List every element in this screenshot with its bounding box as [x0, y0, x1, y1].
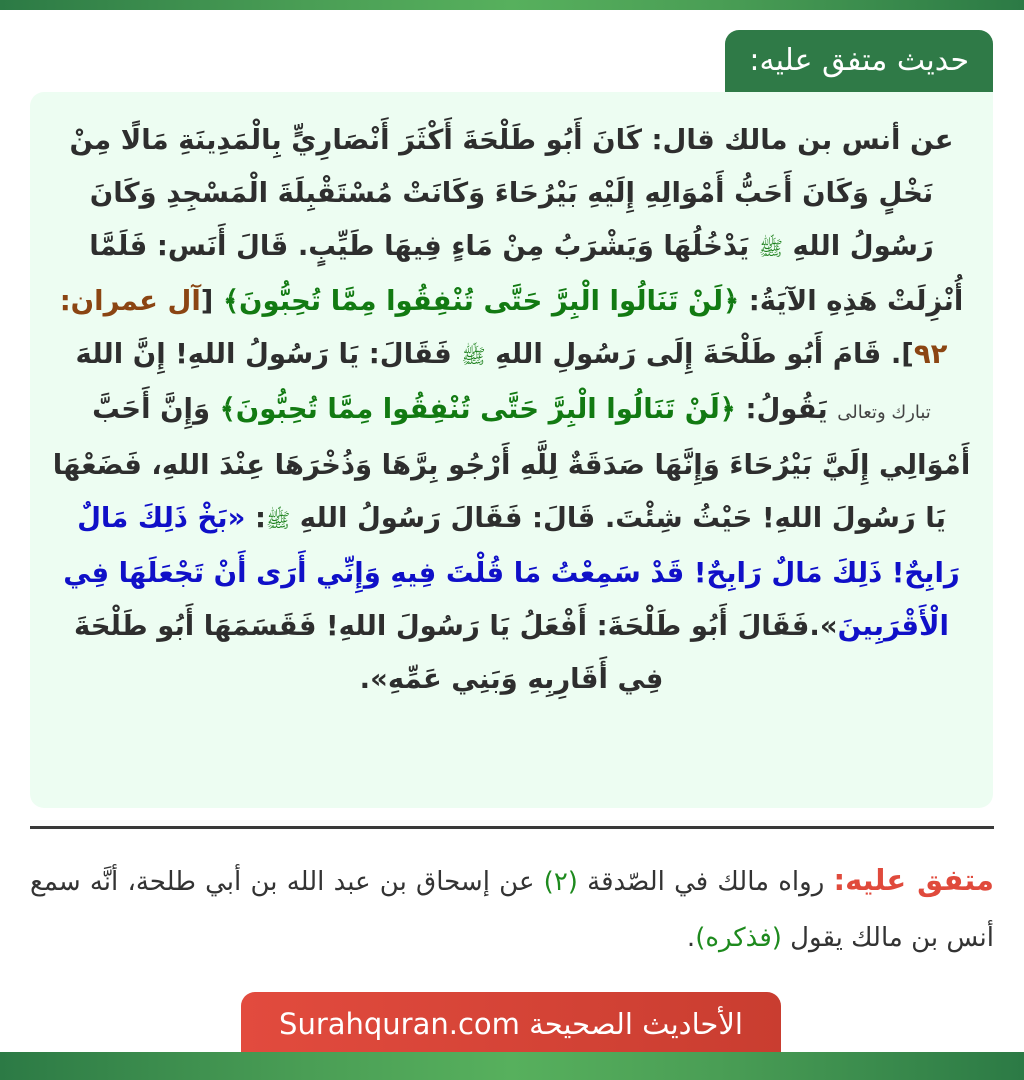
quran-verse: ﴿لَنْ تَنَالُوا الْبِرَّ حَتَّى تُنْفِقُوا مِمَّا تُحِبُّونَ﴾ — [219, 393, 736, 425]
hadith-narration-text: فَقَالَ: يَا رَسُولُ اللهِ! إِنَّ اللهَ — [75, 338, 462, 370]
salawat-honorific-icon: ﷺ — [461, 344, 486, 368]
source-part1: رواه مالك في الصّدقة — [577, 867, 834, 897]
verse-reference: آل عمران: ٩٢ — [59, 285, 948, 370]
site-badge[interactable]: الأحاديث الصحيحة Surahquran.com — [241, 992, 781, 1052]
source-tail: (فذكره) — [695, 923, 782, 953]
hadith-narration-text: [ — [200, 285, 223, 317]
salawat-honorific-icon: ﷺ — [758, 236, 783, 260]
divider — [30, 826, 994, 829]
source-footnote-number: (٢) — [543, 867, 578, 897]
salawat-honorific-icon: ﷺ — [265, 508, 291, 532]
hadith-narration-text: يَدْخُلُهَا وَيَشْرَبُ مِنْ مَاءٍ فِيهَا طَيِّبٍ. قَالَ أَنَس: فَلَمَّا أُنْزِلَتْ هَذِهِ الآيَةُ: — [89, 230, 964, 317]
source-lead: متفق عليه: — [833, 863, 994, 897]
source-end: . — [686, 923, 696, 953]
hadith-narration-text: وَإِنَّ أَحَبَّ أَمْوَالِي إِلَيَّ بَيْرُحَاءَ وَإِنَّهَا صَدَقَةٌ لِلَّهِ أَرْجُو بِرَّهَا وَذُخْرَهَا عِنْدَ اللهِ، فَضَعْهَا يَا رَسُولَ اللهِ! حَيْثُ شِئْتَ. قَالَ: فَقَالَ رَسُولُ اللهِ — [52, 393, 971, 534]
page-title: حديث متفق عليه: — [725, 30, 993, 92]
hadith-card — [30, 92, 993, 808]
hadith-narration-text: ]. قَامَ أَبُو طَلْحَةَ إِلَى رَسُولِ اللهِ — [485, 338, 914, 370]
source-part2: عن إسحاق بن عبد الله بن أبي طلحة، أنَّه سمع أنس بن مالك يقول — [30, 867, 994, 953]
quran-verse: ﴿لَنْ تَنَالُوا الْبِرَّ حَتَّى تُنْفِقُوا مِمَّا تُحِبُّونَ﴾ — [222, 285, 740, 317]
hadith-narration-text: يَقُولُ: — [735, 393, 838, 425]
source-citation — [30, 852, 994, 966]
prophet-saying: «بَخْ ذَلِكَ مَالٌ رَابِحٌ! ذَلِكَ مَالٌ رَابِحٌ! قَدْ سَمِعْتُ مَا قُلْتَ فِيهِ وَإِنِّي أَرَى أَنْ تَجْعَلَهَا فِي الْأَقْرَبِينَ — [63, 502, 960, 642]
bottom-decorative-bar — [0, 1052, 1024, 1080]
hadith-narration-text: : — [245, 502, 266, 534]
top-decorative-bar — [0, 0, 1024, 10]
tabarak-honorific-icon: تبارك وتعالى — [837, 402, 931, 423]
hadith-narration-text: عن أنس بن مالك قال: كَانَ أَبُو طَلْحَةَ أَكْثَرَ أَنْصَارِيٍّ بِالْمَدِينَةِ مَالًا مِنْ نَخْلٍ وَكَانَ أَحَبُّ أَمْوَالِهِ إِلَيْهِ بَيْرُحَاءَ وَكَانَتْ مُسْتَقْبِلَةَ الْمَسْجِدِ وَكَانَ رَسُولُ اللهِ — [69, 124, 954, 262]
hadith-text — [52, 114, 971, 706]
hadith-narration-text: ».فَقَالَ أَبُو طَلْحَةَ: أَفْعَلُ يَا رَسُولَ اللهِ! فَقَسَمَهَا أَبُو طَلْحَةَ فِي أَقَارِبِهِ وَبَنِي عَمِّهِ». — [74, 610, 838, 695]
